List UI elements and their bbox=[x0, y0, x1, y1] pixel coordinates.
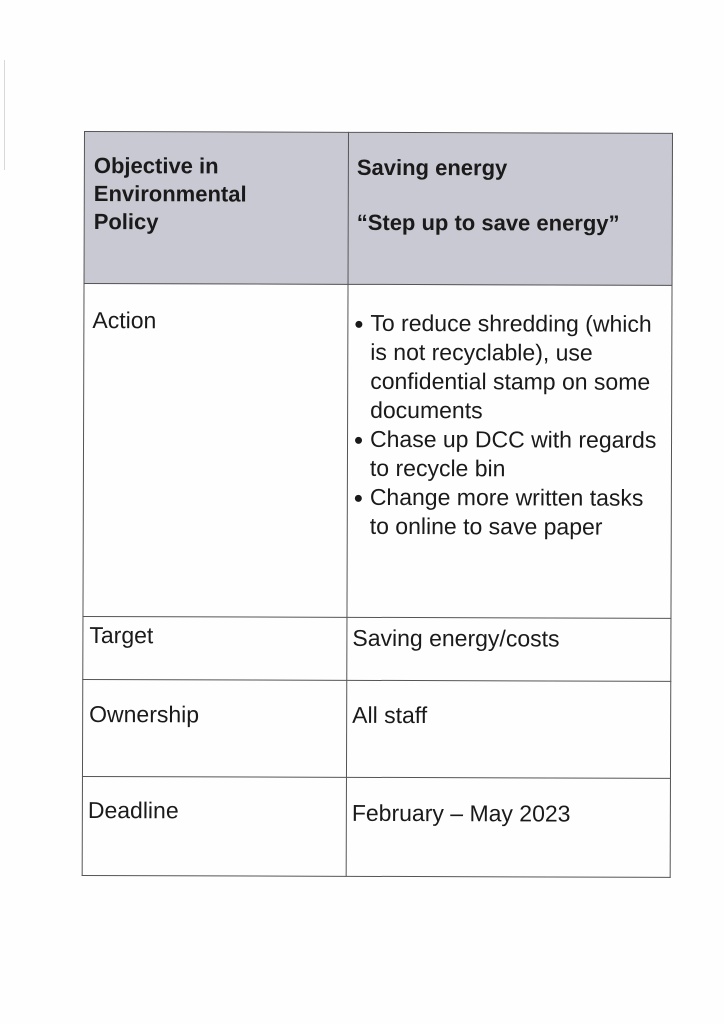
action-bullet-item: Change more written tasks to online to save paper bbox=[352, 483, 665, 542]
ownership-label: Ownership bbox=[89, 701, 200, 728]
objective-header-cell bbox=[84, 132, 348, 285]
ownership-value-cell bbox=[346, 680, 670, 778]
action-label-cell bbox=[83, 284, 348, 618]
action-bullet-list bbox=[352, 309, 666, 542]
table-header-row bbox=[84, 132, 672, 286]
ownership-label-cell bbox=[82, 679, 346, 777]
target-label-cell bbox=[83, 616, 347, 680]
scan-edge-mark bbox=[4, 60, 5, 170]
action-row bbox=[83, 284, 672, 619]
objective-header-line: Objective in bbox=[93, 153, 219, 179]
deadline-row bbox=[82, 776, 670, 877]
objective-tagline: “Step up to save energy” bbox=[356, 209, 620, 236]
objective-value-cell bbox=[348, 132, 672, 285]
objective-header-line: Environmental bbox=[93, 181, 247, 207]
deadline-label-cell bbox=[82, 776, 346, 876]
target-row bbox=[83, 616, 671, 681]
objective-title: Saving energy bbox=[356, 154, 508, 181]
deadline-label: Deadline bbox=[87, 797, 179, 824]
deadline-value-cell bbox=[346, 777, 670, 877]
target-value-cell bbox=[347, 617, 671, 681]
ownership-row bbox=[82, 679, 670, 778]
environmental-policy-table bbox=[82, 131, 673, 878]
action-bullet-item: To reduce shredding (which is not recyclable), use confidential stamp on some documents bbox=[352, 309, 665, 426]
action-label: Action bbox=[92, 307, 157, 334]
deadline-value: February – May 2023 bbox=[351, 799, 571, 827]
target-label: Target bbox=[89, 622, 154, 649]
ownership-value: All staff bbox=[352, 701, 428, 729]
objective-header-line: Policy bbox=[93, 209, 159, 235]
action-bullet-item: Chase up DCC with regards to recycle bin bbox=[352, 425, 665, 484]
action-value-cell bbox=[347, 284, 672, 618]
target-value: Saving energy/costs bbox=[352, 624, 560, 652]
